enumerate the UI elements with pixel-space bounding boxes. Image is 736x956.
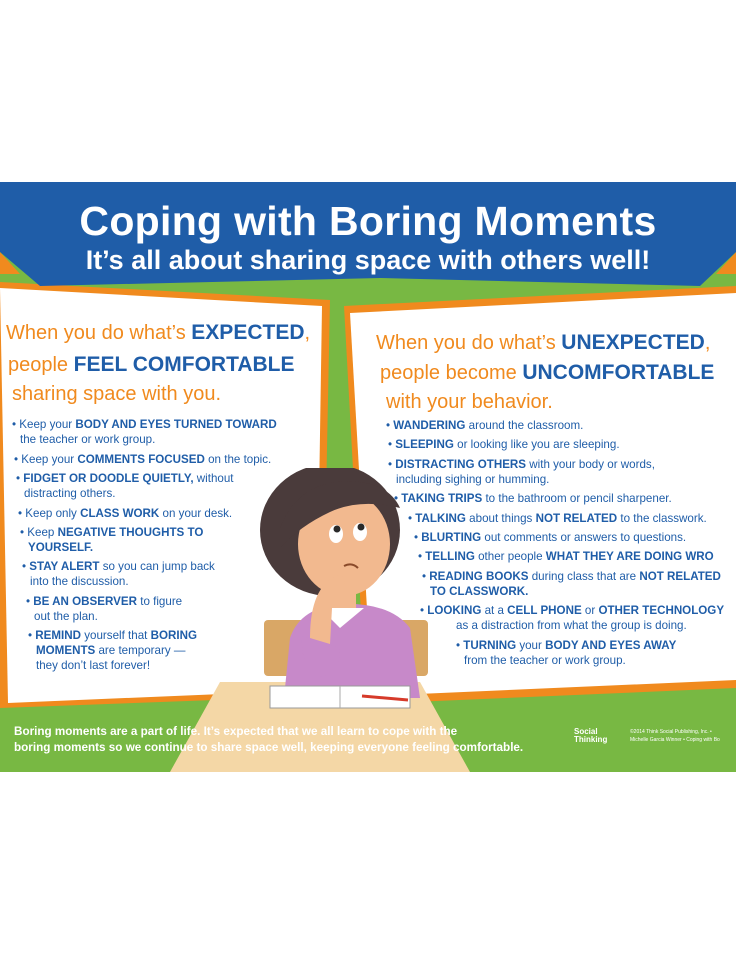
list-item: • FIDGET OR DOODLE QUIETLY, without (16, 472, 234, 485)
left-heading-line-3: sharing space with you. (12, 383, 222, 405)
list-item: • REMIND yourself that BORING (28, 629, 197, 642)
footer-line-1: Boring moments are a part of life. It’s expected that we all learn to cope with the (14, 725, 458, 738)
right-heading-line-1: When you do what’s UNEXPECTED, (376, 331, 711, 354)
list-item: • Keep your COMMENTS FOCUSED on the topic. (14, 453, 272, 466)
list-item: • DISTRACTING OTHERS with your body or words, (388, 458, 655, 471)
right-heading-line-3: with your behavior. (386, 391, 553, 413)
list-item: distracting others. (24, 487, 116, 500)
list-item: • BE AN OBSERVER to figure (26, 595, 183, 608)
copyright-line-1: ©2014 Think Social Publishing, Inc. • (630, 729, 712, 735)
copyright-line-2: Michelle Garcia Winner • Coping with Bo (630, 737, 720, 743)
logo-line-2: Thinking (574, 735, 608, 744)
list-item: MOMENTS are temporary — (36, 644, 186, 657)
list-item: TO CLASSWORK. (430, 585, 529, 598)
social-thinking-logo (574, 728, 607, 744)
list-item: • TELLING other people WHAT THEY ARE DOING WRO (418, 550, 714, 563)
copyright-text (630, 728, 720, 744)
list-item: they don’t last forever! (36, 659, 151, 672)
list-item: • SLEEPING or looking like you are sleeping. (388, 438, 620, 451)
list-item: including sighing or humming. (396, 473, 550, 486)
list-item: • TURNING your BODY AND EYES AWAY (456, 639, 677, 652)
list-item: • Keep only CLASS WORK on your desk. (18, 507, 233, 520)
page-subtitle: It’s all about sharing space with others well! (85, 245, 651, 275)
list-item: from the teacher or work group. (464, 654, 626, 667)
list-item: out the plan. (34, 610, 98, 623)
right-heading-line-2: people become UNCOMFORTABLE (380, 361, 715, 384)
page-title: Coping with Boring Moments (79, 198, 657, 244)
list-item: • TAKING TRIPS to the bathroom or pencil sharpener. (394, 492, 672, 505)
list-item: • READING BOOKS during class that are NOT RELATED (422, 570, 721, 583)
notebook-illustration (266, 682, 416, 712)
footer-text (14, 724, 574, 756)
list-item: • Keep your BODY AND EYES TURNED TOWARD (12, 418, 277, 431)
list-item: the teacher or work group. (20, 433, 156, 446)
list-item: • WANDERING around the classroom. (386, 419, 584, 432)
list-item: • BLURTING out comments or answers to questions. (414, 531, 687, 544)
poster (0, 182, 736, 772)
left-heading-line-2: people FEEL COMFORTABLE (8, 353, 295, 376)
list-item: • STAY ALERT so you can jump back (22, 560, 215, 573)
footer-line-2: boring moments so we continue to share space well, keeping everyone feeling comfortable. (14, 741, 524, 754)
list-item: • LOOKING at a CELL PHONE or OTHER TECHNOLOGY (420, 604, 725, 617)
list-item: into the discussion. (30, 575, 129, 588)
list-item: • Keep NEGATIVE THOUGHTS TO (20, 526, 204, 539)
left-heading-line-1: When you do what’s EXPECTED, (6, 321, 311, 344)
list-item: • TALKING about things NOT RELATED to the classwork. (408, 512, 707, 525)
list-item: YOURSELF. (28, 541, 94, 554)
logo-line-1: Social (574, 727, 598, 736)
list-item: as a distraction from what the group is doing. (456, 619, 687, 632)
